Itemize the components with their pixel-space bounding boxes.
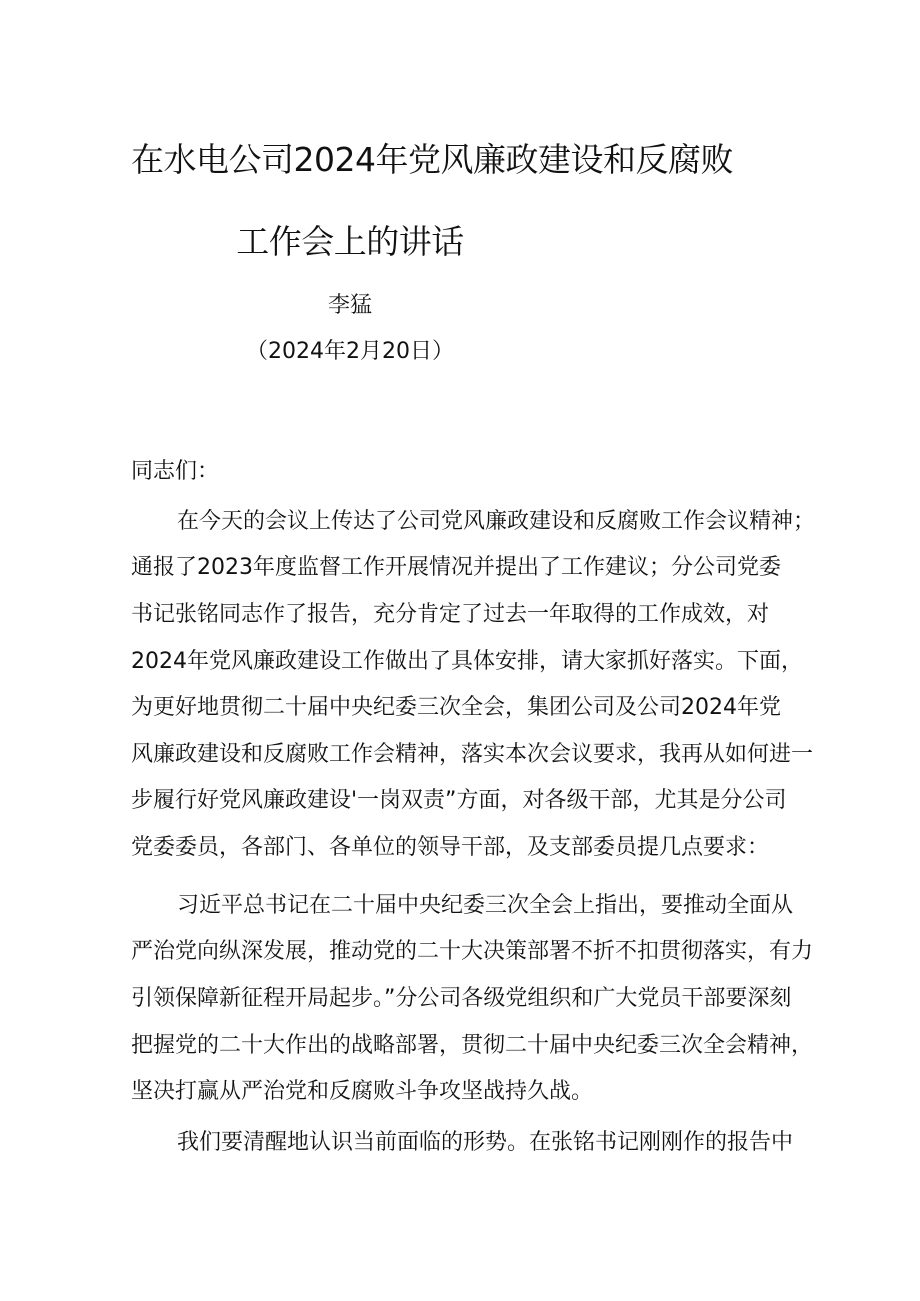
document-title-line-2: 工作会上的讲话 <box>236 222 464 261</box>
paragraph-2-line-5: 坚决打赢从严治党和反腐败斗争攻坚战持久战。 <box>131 1079 594 1104</box>
author-name: 李猛 <box>327 293 372 318</box>
paragraph-1-line-7: 步履行好党风廉政建设'一岗双责”方面，对各级干部，尤其是分公司 <box>131 788 787 813</box>
paragraph-1-line-4: 2024年党风廉政建设工作做出了具体安排，请大家抓好落实。下面， <box>131 649 803 674</box>
paragraph-2-line-4: 把握党的二十大作出的战略部署，贯彻二十届中央纪委三次全会精神， <box>131 1033 814 1058</box>
paragraph-1-line-8: 党委委员，各部门、各单位的领导干部，及支部委员提几点要求： <box>131 835 770 860</box>
document-title-line-1: 在水电公司2024年党风廉政建设和反腐败 <box>131 140 733 179</box>
speech-date: （2024年2月20日） <box>246 339 454 364</box>
paragraph-2-line-3: 引领保障新征程开局起步。”分公司各级党组织和广大党员干部要深刻 <box>131 986 792 1011</box>
paragraph-1-line-2: 通报了2023年度监督工作开展情况并提出了工作建议；分公司党委 <box>131 555 781 580</box>
paragraph-1-line-1: 在今天的会议上传达了公司党风廉政建设和反腐败工作会议精神； <box>177 509 816 534</box>
paragraph-1-line-5: 为更好地贯彻二十届中央纪委三次全会，集团公司及公司2024年党 <box>131 695 781 720</box>
paragraph-2-line-2: 严治党向纵深发展，推动党的二十大决策部署不折不扣贯彻落实，有力 <box>131 939 814 964</box>
paragraph-2-line-1: 习近平总书记在二十届中央纪委三次全会上指出，要推动全面从 <box>177 893 794 918</box>
paragraph-1-line-3: 书记张铭同志作了报告，充分肯定了过去一年取得的工作成效，对 <box>131 602 770 627</box>
greeting: 同志们： <box>131 459 220 484</box>
paragraph-3-line-1: 我们要清醒地认识当前面临的形势。在张铭书记刚刚作的报告中 <box>177 1130 794 1155</box>
paragraph-1-line-6: 风廉政建设和反腐败工作会精神，落实本次会议要求，我再从如何进一 <box>131 742 814 767</box>
